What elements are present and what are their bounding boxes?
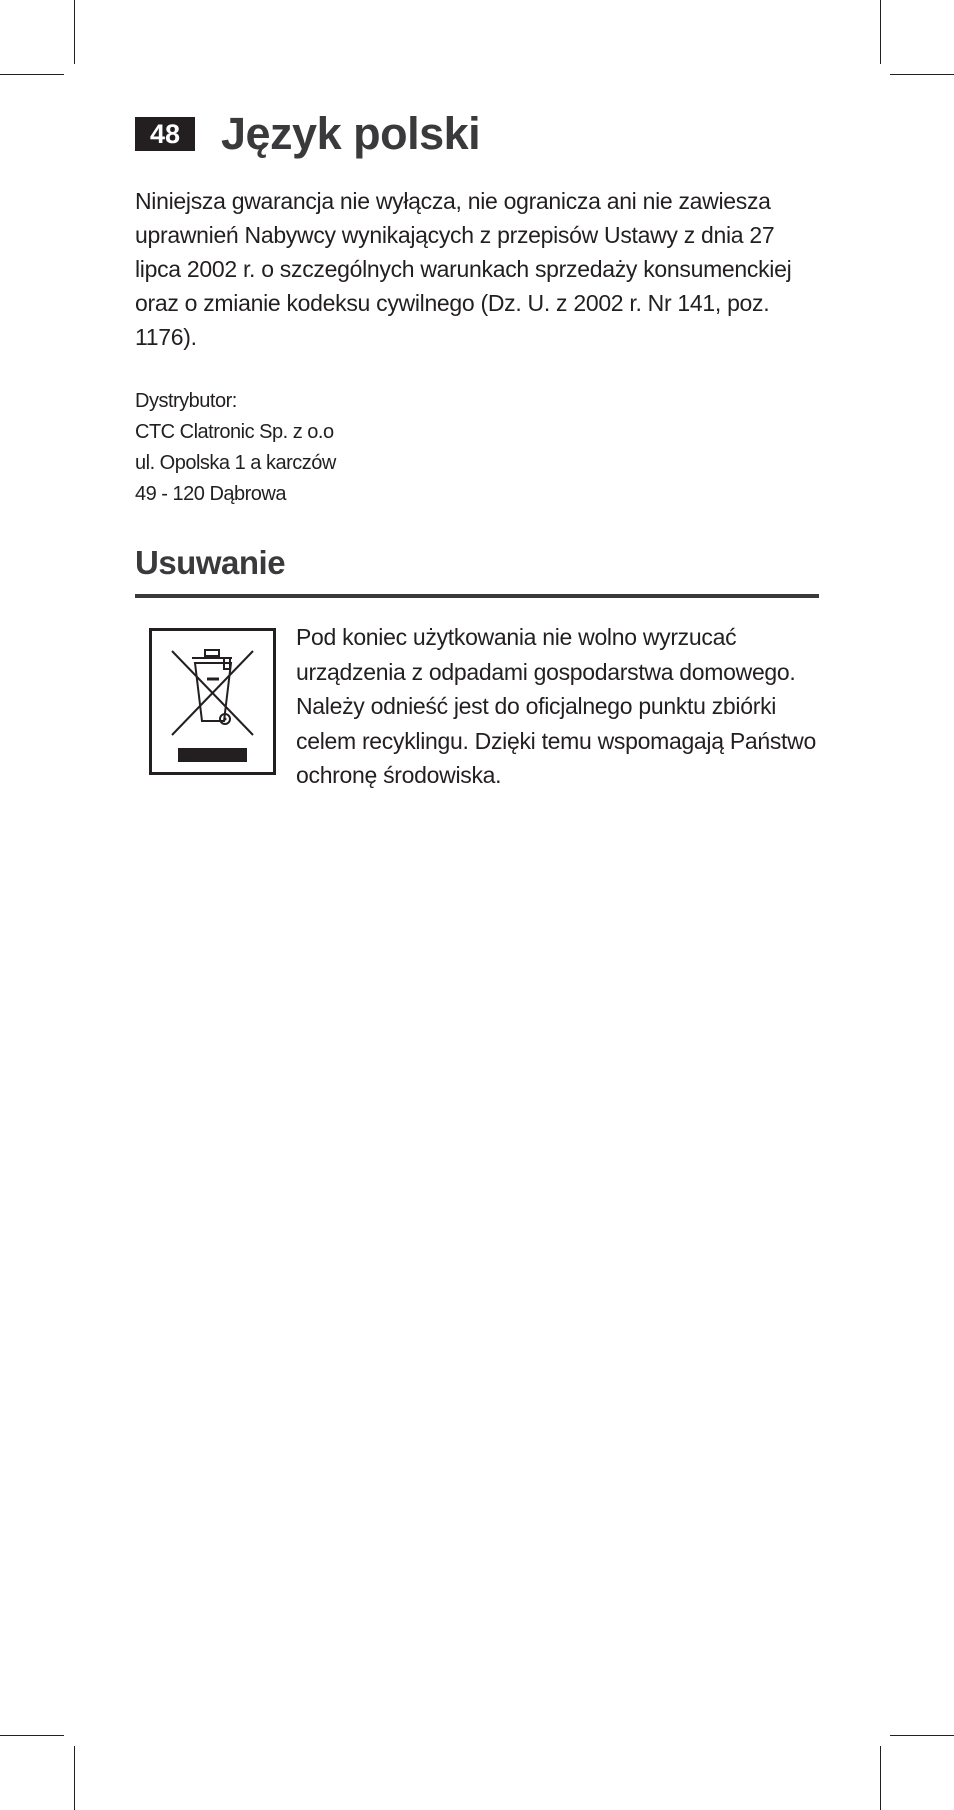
crop-mark xyxy=(890,74,954,75)
crop-mark xyxy=(74,0,75,64)
crop-mark xyxy=(0,1735,64,1736)
section-divider xyxy=(135,594,819,598)
crop-mark xyxy=(890,1735,954,1736)
distributor-city: 49 - 120 Dąbrowa xyxy=(135,483,286,505)
crop-mark xyxy=(880,0,881,64)
distributor-company: CTC Clatronic Sp. z o.o xyxy=(135,421,334,443)
disposal-text: Pod koniec użytkowania nie wolno wyrzucać urządzenia z odpadami gospodarstwa domowego. Należy odnieść jest do oficjalnego punktu zbiórki celem recyklingu. Dzięki temu wspomagają Państwo ochronę środowiska. xyxy=(296,624,816,788)
distributor-street: ul. Opolska 1 a karczów xyxy=(135,452,336,474)
page-number: 48 xyxy=(135,117,195,151)
disposal-paragraph xyxy=(296,620,816,793)
warranty-paragraph xyxy=(135,184,825,354)
distributor-address xyxy=(135,386,635,510)
distributor-label: Dystrybutor: xyxy=(135,390,237,412)
page-title: Język polski xyxy=(221,108,481,159)
warranty-text: Niniejsza gwarancja nie wyłącza, nie ogranicza ani nie zawiesza uprawnień Nabywcy wynikających z przepisów Ustawy z dnia 27 lipca 2002 r. o szczególnych warunkach sprzedaży konsumenckiej oraz o zmianie kodeksu cywilnego (Dz. U. z 2002 r. Nr 141, poz. 1176). xyxy=(135,188,792,350)
section-title-disposal: Usuwanie xyxy=(135,544,286,581)
crop-mark xyxy=(0,74,64,75)
crossed-out-wheelie-bin-icon xyxy=(149,628,276,775)
page-header xyxy=(135,108,480,160)
crop-mark xyxy=(74,1746,75,1810)
crop-mark xyxy=(880,1746,881,1810)
